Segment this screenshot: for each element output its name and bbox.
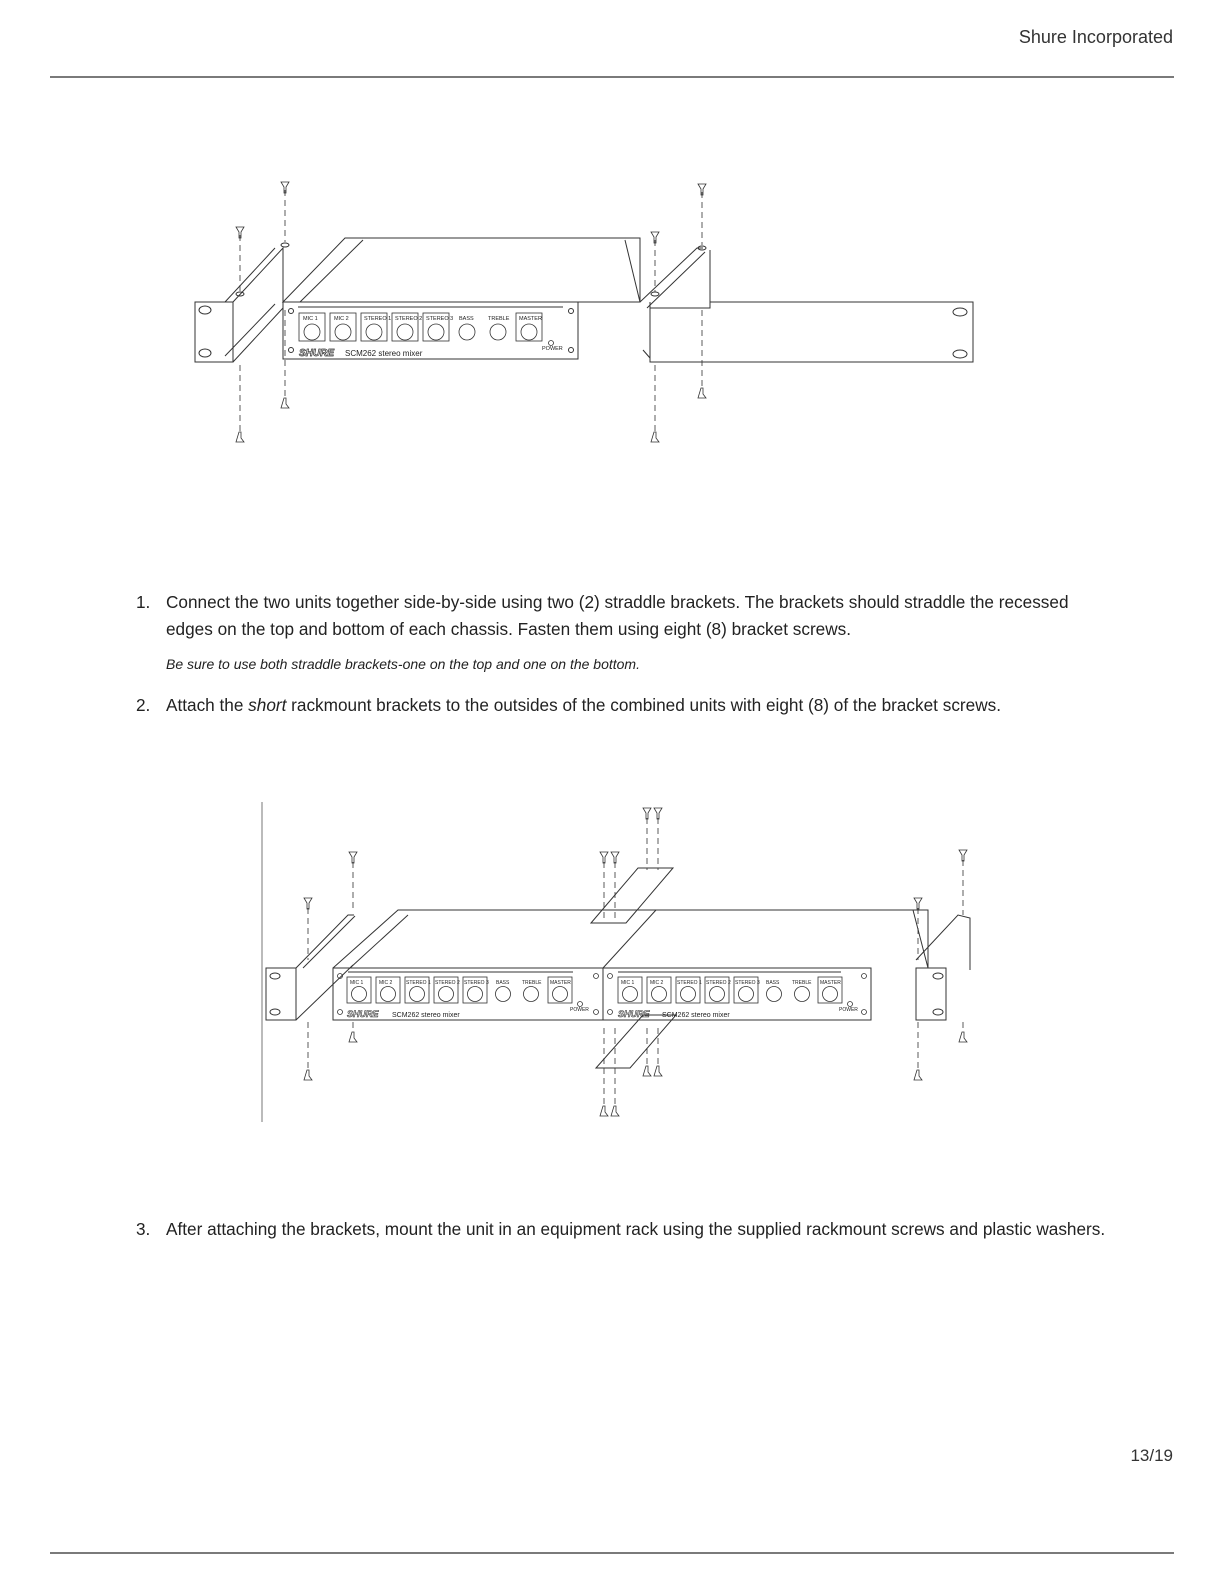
right-long-bracket (640, 246, 973, 362)
svg-text:MIC 1: MIC 1 (350, 980, 364, 986)
step-text-part: Attach the (166, 695, 249, 715)
svg-text:STEREO 1: STEREO 1 (406, 980, 431, 986)
single-unit-rackmount-illustration (185, 170, 985, 460)
svg-text:TREBLE: TREBLE (792, 980, 812, 986)
footer-divider (50, 1552, 1174, 1554)
svg-text:MIC 1: MIC 1 (621, 980, 635, 986)
svg-text:SCM262 stereo mixer: SCM262 stereo mixer (392, 1012, 460, 1019)
svg-text:POWER: POWER (839, 1007, 858, 1013)
svg-text:MIC 1: MIC 1 (303, 316, 318, 322)
svg-text:POWER: POWER (570, 1007, 589, 1013)
header-company-name: Shure Incorporated (1018, 27, 1173, 47)
svg-text:STEREO 2: STEREO 2 (706, 980, 731, 986)
step-1 (136, 589, 1116, 643)
step-number: 2. (136, 695, 151, 715)
svg-text:MASTER: MASTER (820, 980, 841, 986)
svg-text:MIC 2: MIC 2 (650, 980, 664, 986)
svg-text:STEREO 2: STEREO 2 (435, 980, 460, 986)
svg-text:STEREO 1: STEREO 1 (677, 980, 702, 986)
step-2 (136, 692, 1116, 719)
svg-text:BASS: BASS (496, 980, 510, 986)
step-3 (136, 1216, 1116, 1243)
svg-text:SHURE: SHURE (618, 1009, 650, 1019)
svg-text:POWER: POWER (542, 346, 563, 352)
svg-text:BASS: BASS (766, 980, 780, 986)
dual-unit-straddle-illustration (258, 800, 983, 1130)
step-number: 1. (136, 592, 151, 612)
svg-text:SHURE: SHURE (347, 1009, 379, 1019)
svg-text:SHURE: SHURE (299, 348, 335, 359)
step-text-part: rackmount brackets to the outsides of the combined units with eight (8) of the bracket screws. (286, 695, 1001, 715)
step-number: 3. (136, 1219, 151, 1239)
svg-text:MASTER: MASTER (519, 316, 542, 322)
svg-text:MASTER: MASTER (550, 980, 571, 986)
svg-text:MIC 2: MIC 2 (379, 980, 393, 986)
svg-text:STEREO 1: STEREO 1 (364, 316, 392, 322)
step-text: After attaching the brackets, mount the unit in an equipment rack using the supplied rackmount screws and plastic washers. (166, 1219, 1106, 1239)
svg-text:STEREO 3: STEREO 3 (464, 980, 489, 986)
svg-text:TREBLE: TREBLE (522, 980, 542, 986)
svg-text:TREBLE: TREBLE (488, 316, 510, 322)
svg-text:STEREO 2: STEREO 2 (395, 316, 423, 322)
step-text: Connect the two units together side-by-side using two (2) straddle brackets. The brackets should straddle the recessed edges on the top and bottom of each chassis. Fasten them using eight (8) bracket screws. (166, 592, 1069, 639)
svg-text:MIC 2: MIC 2 (334, 316, 349, 322)
svg-text:SCM262 stereo mixer: SCM262 stereo mixer (345, 349, 423, 358)
svg-text:SCM262 stereo mixer: SCM262 stereo mixer (662, 1012, 730, 1019)
straddle-bracket-note: Be sure to use both straddle brackets-one on the top and one on the bottom. (166, 656, 640, 672)
svg-text:BASS: BASS (459, 316, 474, 322)
svg-text:STEREO 3: STEREO 3 (735, 980, 760, 986)
header-divider (50, 76, 1174, 78)
step-text-emphasis: short (248, 695, 287, 715)
left-short-bracket (195, 243, 289, 362)
mixer-chassis (283, 238, 640, 359)
step-text (166, 692, 1116, 719)
svg-text:STEREO 3: STEREO 3 (426, 316, 454, 322)
page-number: 13/19 (1130, 1446, 1173, 1465)
